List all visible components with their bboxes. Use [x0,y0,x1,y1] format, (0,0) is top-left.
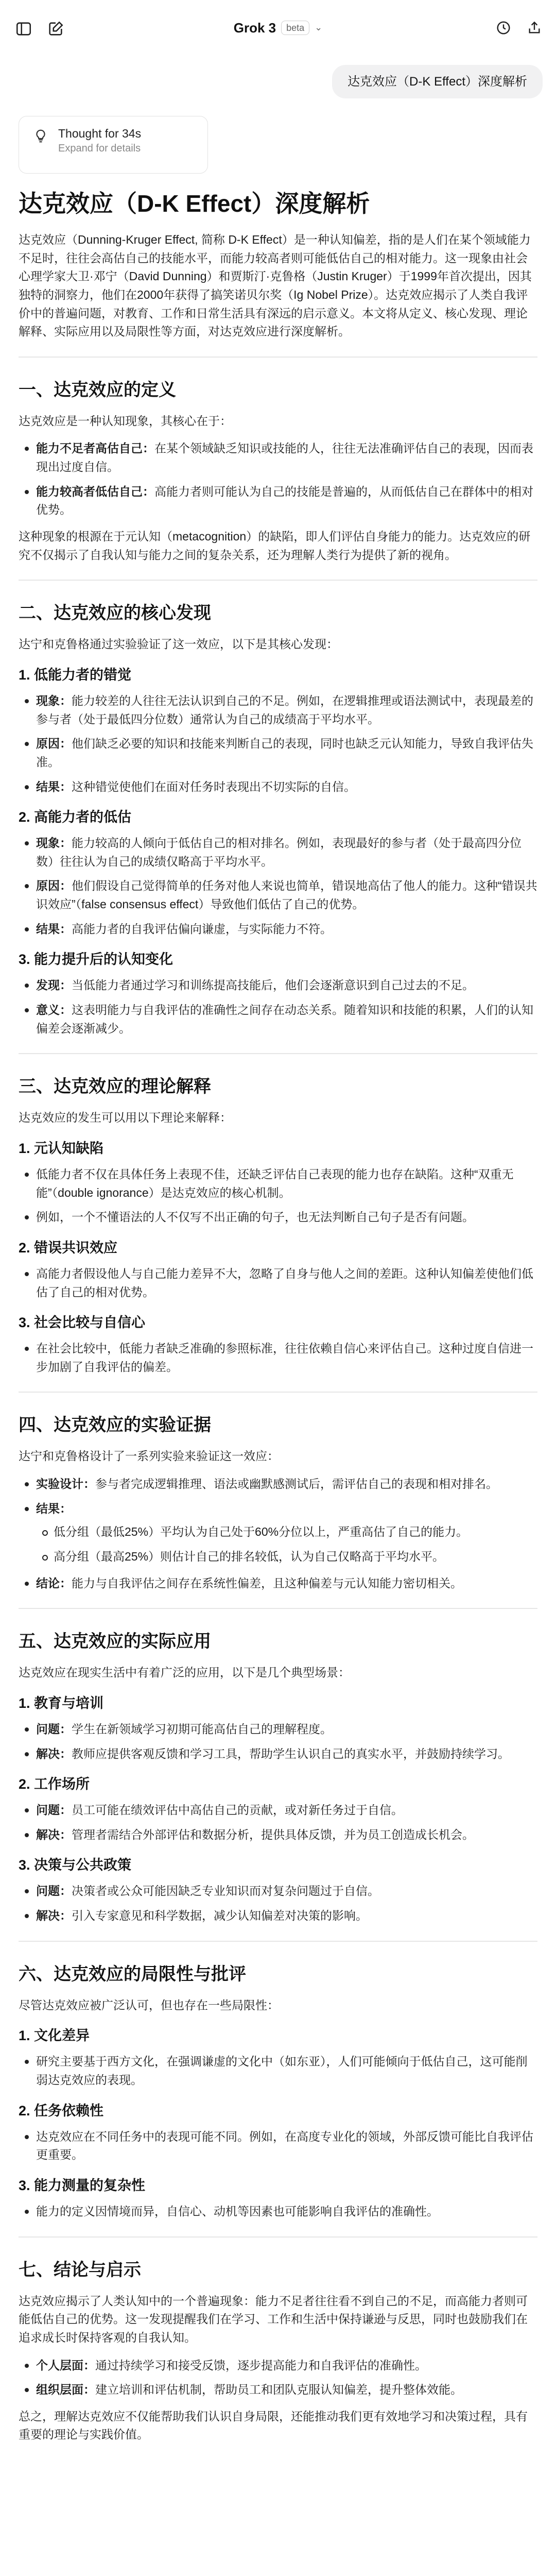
list-item-text: 建立培训和评估机制，帮助员工和团队克服认知偏差，提升整体效能。 [95,2383,462,2397]
list-item: 高分组（最高25%）则估计自己的排名较低，认为自己仅略高于平均水平。 [36,1548,537,1566]
list-item-text: 学生在新领域学习初期可能高估自己的理解程度。 [72,1722,332,1736]
list-item-text: 在某个领域缺乏知识或技能的人，往往无法准确评估自己的表现，因而表现出过度自信。 [36,442,533,474]
bullet-list [19,2202,537,2221]
bullet-list [19,1574,537,1593]
list-item-text: 教师应提供客观反馈和学习工具，帮助学生认识自己的真实水平，并鼓励持续学习。 [72,1747,510,1760]
list-item [19,2357,537,2375]
list-item-text: 决策者或公众可能因缺乏专业知识而对复杂问题过于自信。 [72,1884,379,1898]
list-item-text: 低能力者不仅在具体任务上表现不佳，还缺乏评估自己表现的能力也存在缺陷。这种“双重无能”（double ignorance）是达克效应的核心机制。 [36,1167,514,1199]
list-item-key: 结果： [36,779,72,793]
list-item [19,692,537,728]
list-item-key: 现象： [36,836,72,850]
list-item [19,834,537,871]
list-item-key: 结果： [36,1501,72,1515]
list-item-key: 能力不足者高估自己： [36,442,154,455]
list-item-text: 他们假设自己觉得简单的任务对他人来说也简单，错误地高估了他人的能力。这种“错误共识效应”（false consensus effect）导致他们低估了自己的优势。 [36,879,537,911]
list-item-key: 意义： [36,1003,72,1017]
list-item-text: 高能力者的自我评估偏向谦虚，与实际能力不符。 [72,922,332,936]
model-name: Grok 3 [233,20,276,36]
thinking-label: Thought for 34s [58,127,142,140]
section-heading: 四、达克效应的实验证据 [19,1415,211,1435]
list-item-text: 能力较差的人往往无法认识到自己的不足。例如，在逻辑推理或语法测试中，表现最差的参与者（处于最低四分位数）通常认为自己的成绩高于平均水平。 [36,693,533,726]
bullet-list [19,1165,537,1227]
list-item [19,1720,537,1739]
list-item [19,735,537,771]
subsection-heading: 2. 工作场所 [19,1776,90,1792]
subsection-heading: 1. 低能力者的错觉 [19,667,132,683]
bullet-list [19,1801,537,1844]
section-divider [19,1053,537,1054]
subsection-heading: 2. 高能力者的低估 [19,809,132,825]
list-item-key: 结果： [36,922,72,936]
list-item-text: 员工可能在绩效评估中高估自己的贡献，或对新任务过于自信。 [72,1803,403,1817]
list-item [19,1208,537,1227]
bullet-list [19,834,537,938]
intro-paragraph: 达克效应（Dunning-Kruger Effect, 简称 D-K Effect）是一种认知偏差，指的是人们在某个领域能力不足时，往往会高估自己的技能水平，而能力较高者则可能低估自己的相对能力。这一现象由社会心理学家大卫·邓宁（David Dunning）和贾斯汀·克鲁格（Justin Kruger）于1999年首次提出，因其独特的洞察力，他们在2000年获得了搞笑诺贝尔奖（Ig Nobel Prize）。达克效应揭示了人类自我评价中的普遍问题，对教育、工作和日常生活具有深远的启示意义。本文将从定义、核心发现、理论解释、实际应用以及局限性等方面，对达克效应进行深度解析。 [19,233,532,338]
list-item [19,483,537,519]
bullet-list [19,692,537,796]
section-tail: 这种现象的根源在于元认知（metacognition）的缺陷，即人们评估自身能力的能力。达克效应的研究不仅揭示了自我认知与能力之间的复杂关系，还为理解人类行为提供了新的视角。 [19,530,531,562]
list-item [19,877,537,913]
chevron-down-icon: ⌄ [315,22,323,33]
thinking-text [58,126,141,164]
section-heading: 五、达克效应的实际应用 [19,1632,211,1652]
list-item-text: 这种错觉使他们在面对任务时表现出不切实际的自信。 [72,779,356,793]
list-item-text: 达克效应在不同任务中的表现可能不同。例如，在高度专业化的领域，外部反馈可能比自我评估更重要。 [36,2129,533,2162]
bullet-list [19,1882,537,1925]
list-item [19,1882,537,1901]
list-item-text: 这表明能力与自我评估的准确性之间存在动态关系。随着知识和技能的积累，人们的认知偏差会逐渐减少。 [36,1003,533,1035]
section-divider [19,2236,537,2238]
list-item-key: 个人层面： [36,2358,95,2372]
list-item [19,2202,537,2221]
list-item [19,1475,537,1494]
list-item [19,1165,537,1202]
list-item-text: 能力的定义因情境而异，自信心、动机等因素也可能影响自我评估的准确性。 [36,2204,439,2218]
list-item [19,1826,537,1844]
list-item-text: 管理者需结合外部评估和数据分析，提供具体反馈，并为员工创造成长机会。 [72,1827,474,1841]
user-message-bubble: 达克效应（D-K Effect）深度解析 [332,65,543,98]
list-item [19,1265,537,1301]
list-item-key: 解决： [36,1747,72,1760]
list-item-key: 原因： [36,737,72,751]
list-item [19,1340,537,1376]
list-item-text: 例如，一个不懂语法的人不仅写不出正确的句子，也无法判断自己句子是否有问题。 [36,1210,474,1224]
section-divider [19,1608,537,1609]
list-item-text: 参与者完成逻辑推理、语法或幽默感测试后，需评估自己的表现和相对排名。 [95,1477,498,1491]
section-divider [19,1392,537,1393]
section-tail: 总之，理解达克效应不仅能帮助我们认识自身局限，还能推动我们更有效地学习和决策过程，具有重要的理论与实践价值。 [19,2409,528,2442]
list-item-key: 问题： [36,1722,72,1736]
subsection-heading: 3. 能力测量的复杂性 [19,2177,146,2193]
list-item [19,920,537,939]
list-item [19,1907,537,1925]
beta-badge: beta [281,21,309,35]
list-item [19,2381,537,2399]
list-item-text: 通过持续学习和接受反馈，逐步提高能力和自我评估的准确性。 [95,2358,427,2372]
list-item-key: 结论： [36,1576,72,1590]
list-item-text: 能力与自我评估之间存在系统性偏差，且这种偏差与元认知能力密切相关。 [72,1576,462,1590]
bullet-list [19,1340,537,1376]
bullet-list [19,1720,537,1763]
list-item-key: 原因： [36,879,72,893]
list-item-key: 解决： [36,1909,72,1923]
list-item-key: 现象： [36,693,72,707]
subsection-heading: 3. 社会比较与自信心 [19,1315,146,1331]
section-lead: 达克效应在现实生活中有着广泛的应用，以下是几个典型场景： [19,1666,350,1680]
section-lead: 达克效应揭示了人类认知中的一个普遍现象：能力不足者往往看不到自己的不足，而高能力者则可能低估自己的优势。这一发现提醒我们在学习、工作和生活中保持谦逊与反思，同时也鼓励我们在追求成长时保持客观的自我认知。 [19,2294,528,2344]
list-item [19,1574,537,1593]
subsection-heading: 1. 教育与培训 [19,1695,104,1711]
section-lead: 达克效应是一种认知现象，其核心在于： [19,414,232,428]
bullet-list [19,2357,537,2399]
section-divider [19,1941,537,1942]
response-document [19,188,537,2453]
list-item [19,778,537,796]
bullet-list [19,976,537,1038]
list-item: 低分组（最低25%）平均认为自己处于60%分位以上，严重高估了自己的能力。 [36,1523,537,1541]
bullet-list [19,2128,537,2164]
section-divider [19,357,537,358]
history-icon[interactable] [493,18,514,38]
list-item-key: 实验设计： [36,1477,95,1491]
thinking-card[interactable] [19,116,208,174]
thinking-sub: Expand for details [58,143,141,154]
list-item-key: 能力较高者低估自己： [36,484,154,498]
top-bar [0,0,556,58]
list-item-text: 高能力者则可能认为自己的技能是普遍的，从而低估自己在群体中的相对优势。 [36,484,533,517]
list-item [19,1801,537,1820]
top-bar-right [493,18,545,38]
bullet-list [19,439,537,519]
section-divider [19,580,537,581]
section-lead: 达克效应的发生可以用以下理论来解释： [19,1111,232,1125]
section-lead: 尽管达克效应被广泛认可，但也存在一些局限性： [19,1998,279,2012]
list-item [19,1745,537,1764]
subsection-heading: 2. 任务依赖性 [19,2103,104,2119]
list-item [19,1500,537,1566]
subsection-heading: 1. 元认知缺陷 [19,1140,104,1156]
bullet-list [19,2053,537,2089]
section-heading: 三、达克效应的理论解释 [19,1077,211,1097]
model-selector[interactable] [0,18,556,38]
subsection-heading: 2. 错误共识效应 [19,1240,118,1256]
list-item [19,2053,537,2089]
list-item-text: 在社会比较中，低能力者缺乏准确的参照标准，往往依赖自信心来评估自己。这种过度自信进一步加剧了自我评估的偏差。 [36,1342,533,1374]
list-item-text: 引入专家意见和科学数据，减少认知偏差对决策的影响。 [72,1909,368,1923]
list-item [19,439,537,476]
list-item-key: 发现： [36,978,72,992]
subsection-heading: 3. 决策与公共政策 [19,1857,132,1873]
list-item-text: 高能力者假设他人与自己能力差异不大，忽略了自身与他人之间的差距。这种认知偏差使他们低估了自己的相对优势。 [36,1266,533,1299]
list-item [19,1001,537,1038]
list-item-key: 问题： [36,1884,72,1898]
list-item-text: 能力较高的人倾向于低估自己的相对排名。例如，表现最好的参与者（处于最高四分位数）往往认为自己的成绩仅略高于平均水平。 [36,836,522,868]
share-icon[interactable] [524,18,545,38]
list-item-key: 问题： [36,1803,72,1817]
section-heading: 一、达克效应的定义 [19,380,176,400]
section-lead: 达宁和克鲁格通过实验验证了这一效应，以下是其核心发现： [19,637,338,651]
list-item-key: 解决： [36,1827,72,1841]
subsection-heading: 1. 文化差异 [19,2028,90,2044]
list-item [19,976,537,995]
list-item-text: 他们缺乏必要的知识和技能来判断自己的表现，同时也缺乏元认知能力，导致自我评估失准。 [36,737,533,769]
subsection-heading: 3. 能力提升后的认知变化 [19,952,173,968]
bullet-list [19,1265,537,1301]
page-title: 达克效应（D-K Effect）深度解析 [19,190,370,217]
list-item [19,2128,537,2164]
section-heading: 七、结论与启示 [19,2260,141,2280]
bullet-list [19,1475,537,1566]
lightbulb-icon [30,126,51,146]
section-lead: 达宁和克鲁格设计了一系列实验来验证这一效应： [19,1449,279,1463]
bullet-list [36,1523,537,1566]
section-heading: 六、达克效应的局限性与批评 [19,1964,246,1984]
list-item-text: 当低能力者通过学习和训练提高技能后，他们会逐渐意识到自己过去的不足。 [72,978,474,992]
section-heading: 二、达克效应的核心发现 [19,603,211,623]
list-item-text: 研究主要基于西方文化，在强调谦虚的文化中（如东亚），人们可能倾向于低估自己，这可能削弱达克效应的表现。 [36,2055,528,2087]
list-item-key: 组织层面： [36,2383,95,2397]
